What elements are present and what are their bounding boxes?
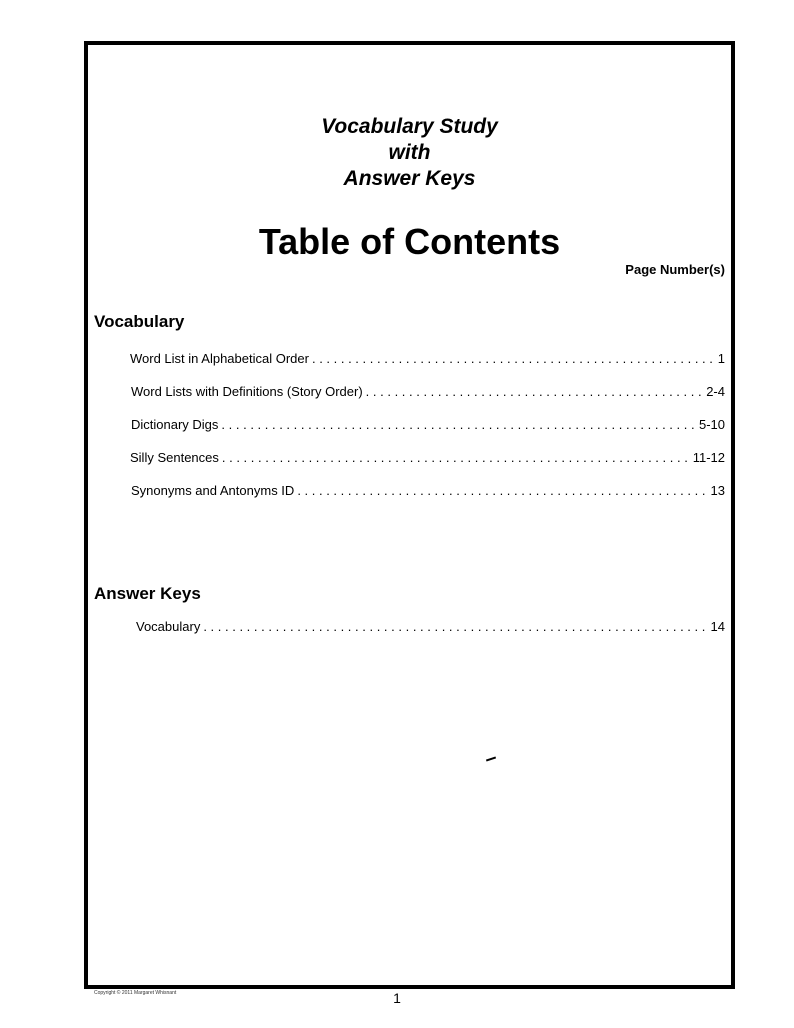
toc-entry-pages: 1 (717, 351, 725, 366)
page-numbers-column-label: Page Number(s) (625, 262, 725, 277)
page-border-frame (84, 41, 735, 989)
subtitle-line-2: with (388, 141, 431, 164)
page-title: Table of Contents (258, 221, 561, 262)
toc-entry (131, 384, 725, 400)
toc-entry (136, 619, 725, 635)
page-number: 1 (393, 990, 401, 1006)
toc-entry-label: Dictionary Digs (131, 417, 219, 432)
toc-entry-pages: 14 (710, 619, 725, 634)
toc-entry-pages: 13 (710, 483, 725, 498)
toc-entry (131, 417, 725, 433)
toc-entry (130, 450, 725, 466)
toc-entry-pages: 5-10 (698, 417, 725, 432)
section-heading-answer-keys: Answer Keys (94, 584, 201, 603)
dot-leader (203, 619, 707, 635)
dot-leader (222, 450, 690, 466)
toc-entry-label: Synonyms and Antonyms ID (131, 483, 295, 498)
section-heading-vocabulary: Vocabulary (94, 312, 185, 331)
toc-entry-label: Word List in Alphabetical Order (130, 351, 309, 366)
toc-entry-label: Word Lists with Definitions (Story Order) (131, 384, 363, 399)
toc-entry (131, 483, 725, 499)
subtitle-line-1: Vocabulary Study (321, 115, 498, 138)
dot-leader (312, 351, 715, 367)
dot-leader (297, 483, 707, 499)
toc-entry-pages: 11-12 (692, 450, 725, 465)
toc-entry-pages: 2-4 (706, 384, 725, 399)
dot-leader (221, 417, 696, 433)
toc-entry (130, 351, 725, 367)
subtitle-line-3: Answer Keys (343, 167, 476, 190)
toc-entry-label: Silly Sentences (130, 450, 219, 465)
copyright-notice: Copyright © 2011 Margaret Whisnant (94, 990, 177, 996)
dot-leader (366, 384, 704, 400)
stray-pen-mark (486, 757, 496, 762)
toc-entry-label: Vocabulary (136, 619, 201, 634)
